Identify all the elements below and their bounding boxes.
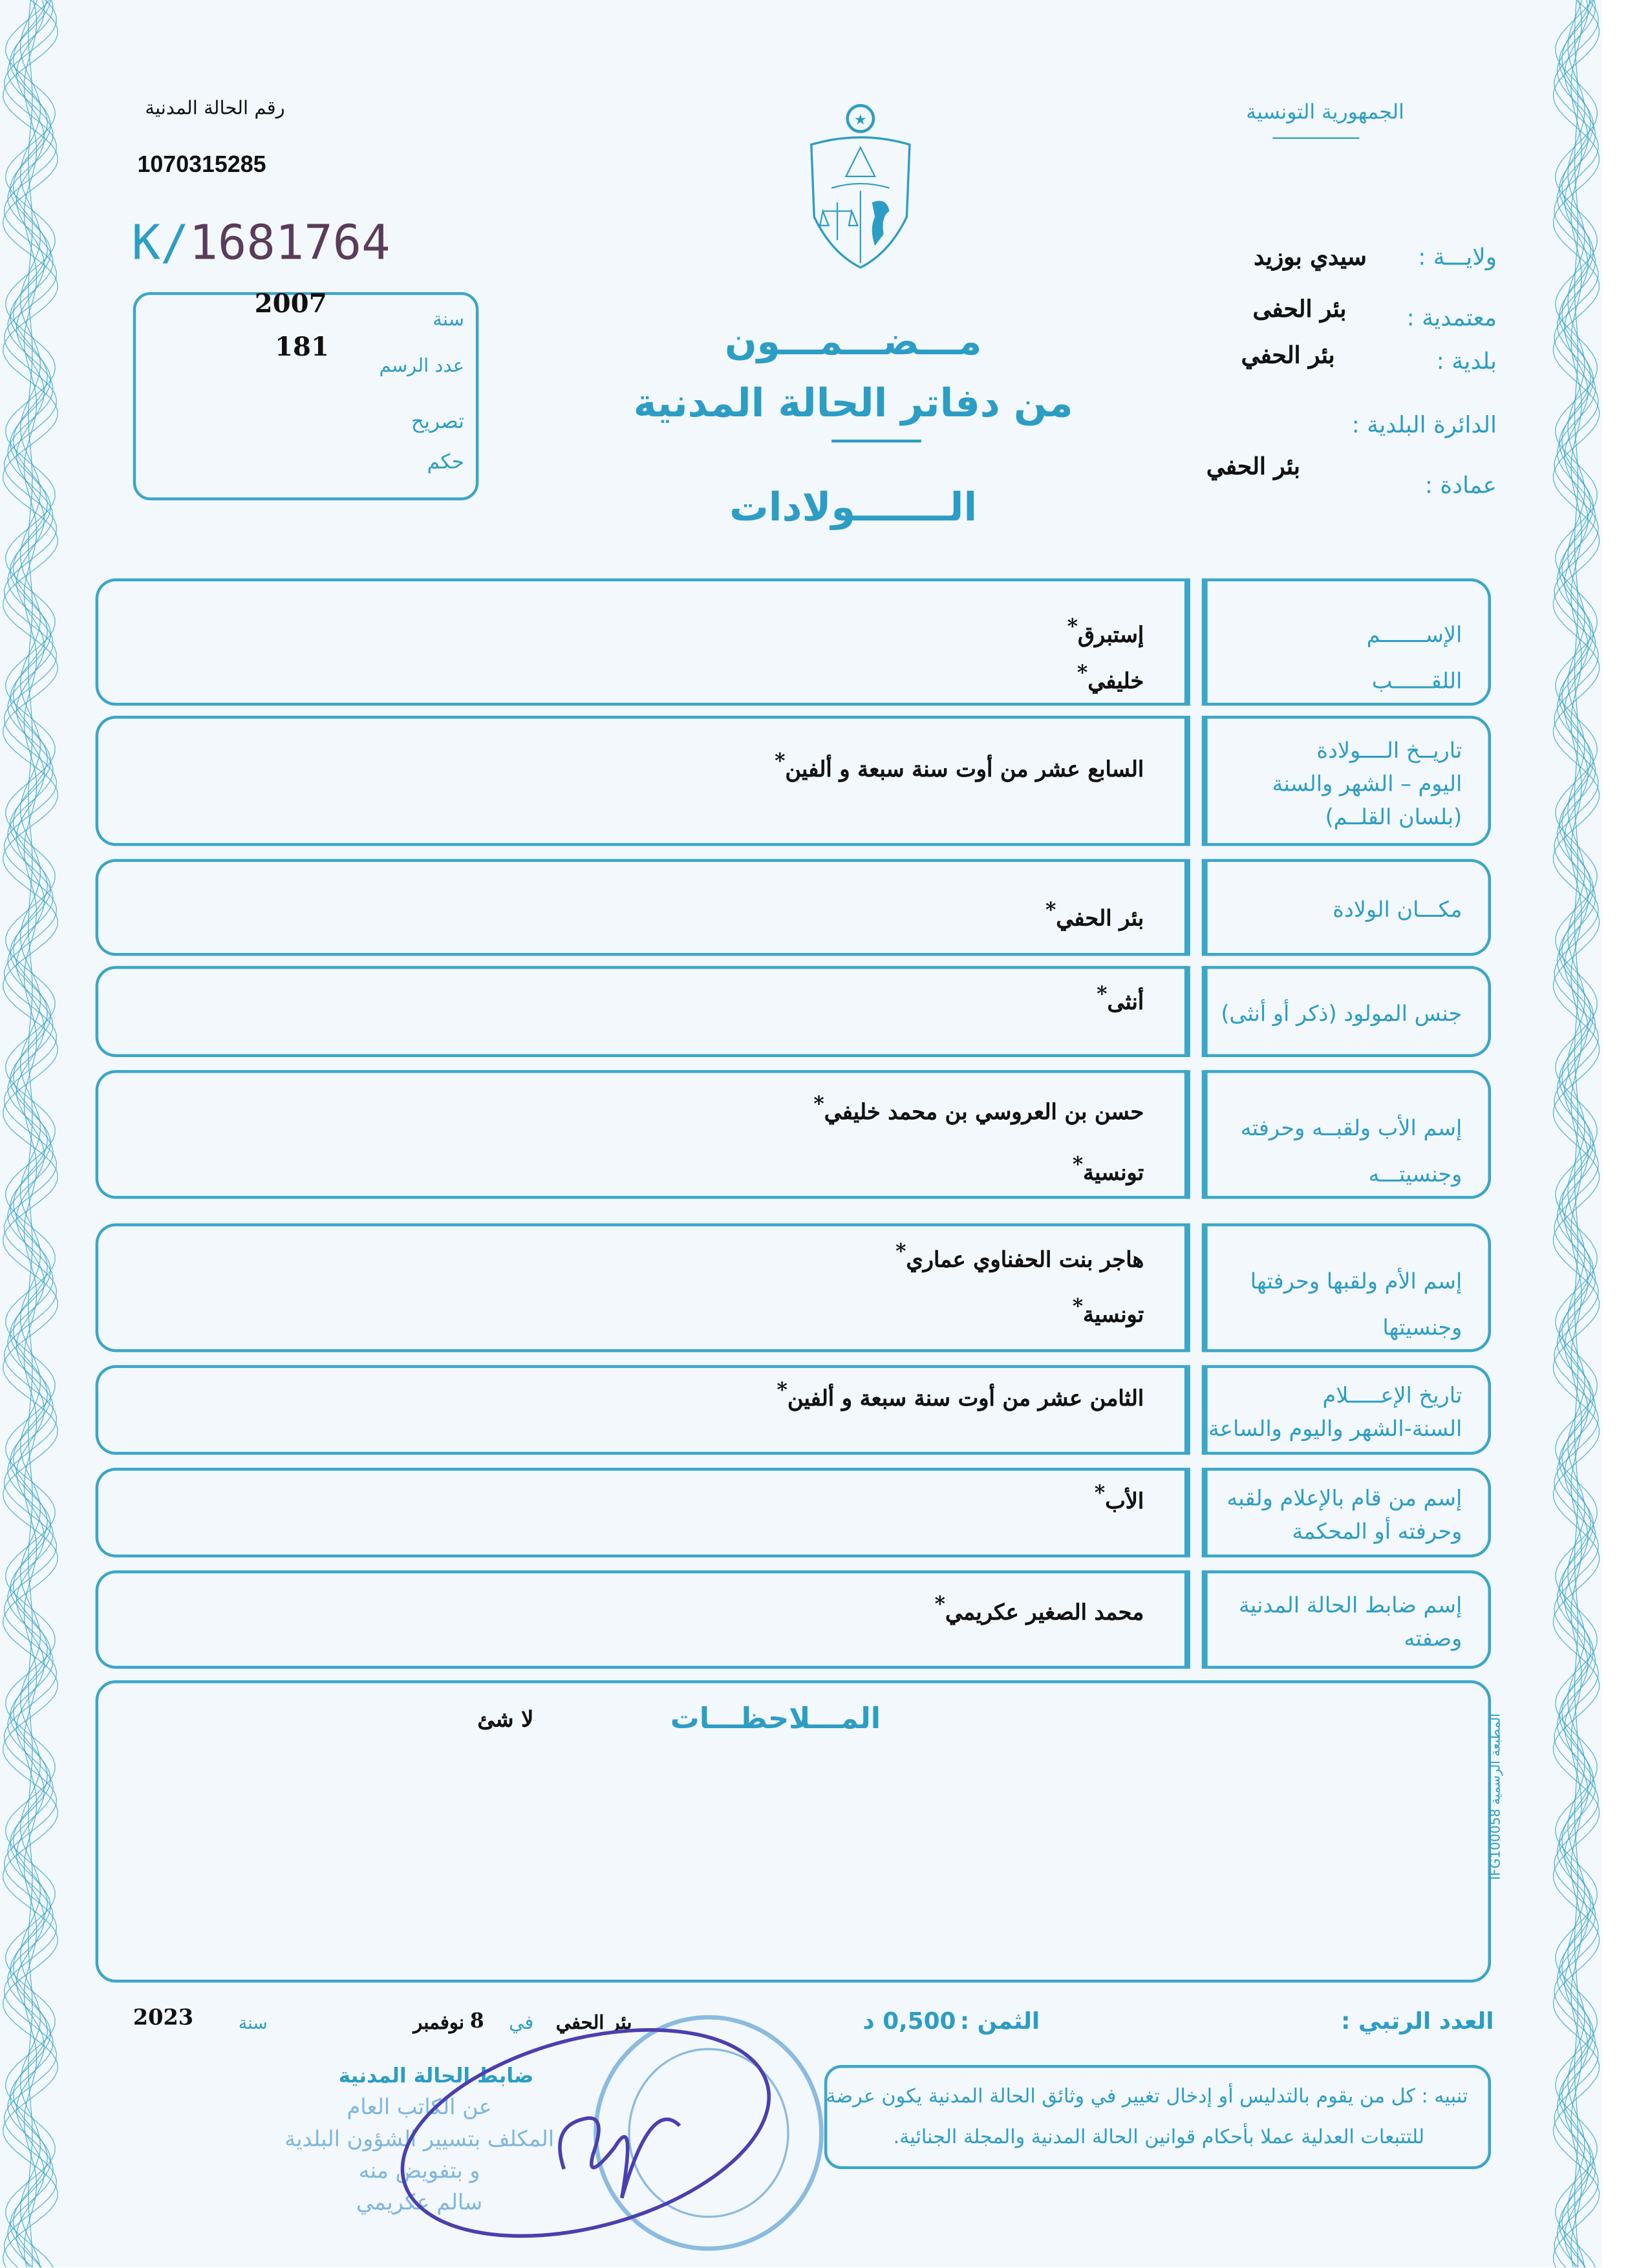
field-value-text: حسن بن العروسي بن محمد خليفي	[824, 1098, 1144, 1126]
record-number-label: عدد الرسم	[379, 356, 464, 378]
governorate-value: سيدي بوزيد	[1254, 242, 1367, 271]
municipality-label: بلدية :	[1436, 347, 1497, 375]
municipality-value: بئر الحفي	[1241, 341, 1335, 369]
field-value-box	[96, 966, 1190, 1057]
field-label: إسم ضابط الحالة المدنية	[1239, 1592, 1462, 1618]
title-line1: مـــضـــمـــون	[725, 321, 982, 365]
field-value	[1077, 662, 1144, 694]
asterisk-mark: *	[1077, 662, 1088, 686]
field-label-box	[1202, 716, 1491, 846]
field-value	[1073, 1154, 1144, 1186]
asterisk-mark: *	[775, 750, 786, 774]
field-label-box	[1202, 1570, 1491, 1669]
municipal-district-label: الدائرة البلدية :	[1351, 411, 1497, 438]
field-value-box	[96, 716, 1190, 846]
declaration-label: تصريح	[411, 411, 464, 434]
field-label: اللقــــــب	[1371, 668, 1462, 694]
remarks-box	[96, 1680, 1491, 1982]
field-value	[1097, 983, 1144, 1015]
issue-month: نوفمبر	[413, 2013, 464, 2035]
field-label: إسم الأب ولقبــه وحرفته	[1240, 1114, 1462, 1140]
republic-heading: الجمهورية التونسية	[1246, 101, 1404, 125]
civil-status-number: 1070315285	[137, 153, 266, 178]
field-label-box	[1202, 1365, 1491, 1455]
field-value-text: أنثى	[1107, 989, 1144, 1016]
field-label: السنة-الشهر واليوم والساعة	[1208, 1415, 1462, 1442]
field-label: تاريخ الإعـــــلام	[1322, 1382, 1462, 1409]
registry-box	[133, 289, 479, 500]
field-value-text: السابع عشر من أوت سنة سبعة و ألفين	[785, 756, 1144, 783]
field-label-box	[1202, 579, 1491, 706]
civil-status-number-label: رقم الحالة المدنية	[145, 98, 285, 120]
stamp-line: سالم عكريمي	[356, 2189, 483, 2216]
field-value	[1067, 616, 1144, 648]
field-value	[813, 1093, 1144, 1125]
guilloche-border-right	[1550, 0, 1603, 2267]
page-margin	[1602, 0, 1650, 2267]
asterisk-mark: *	[934, 1593, 945, 1617]
field-label-box	[1202, 1070, 1491, 1199]
field-value-text: محمد الصغير عكريمي	[945, 1599, 1144, 1626]
asterisk-mark: *	[1045, 899, 1056, 923]
field-label: إسم الأم ولقبها وحرفتها	[1250, 1267, 1462, 1294]
issue-place: بئر الحفي	[555, 2013, 632, 2035]
field-label-box	[1202, 859, 1491, 956]
field-value	[1045, 899, 1144, 931]
asterisk-mark: *	[813, 1093, 824, 1117]
price-label: الثمن :	[959, 2007, 1040, 2035]
price-value: 0,500 د	[862, 2007, 956, 2035]
officer-title: ضابط الحالة المدنية	[338, 2065, 534, 2088]
stamp-line: عن الكاتب العام	[347, 2093, 492, 2121]
issue-year: 2023	[133, 2004, 194, 2031]
remarks-value: لا شئ	[477, 1706, 534, 1733]
field-value-box	[96, 1223, 1190, 1352]
delegation-label: معتمدية :	[1406, 303, 1497, 332]
record-number: 181	[274, 332, 330, 363]
asterisk-mark: *	[1067, 615, 1078, 639]
field-value	[777, 1380, 1144, 1411]
serial-number	[132, 214, 391, 270]
field-value-text: تونسية	[1083, 1301, 1144, 1328]
field-label-box	[1202, 1468, 1491, 1557]
field-label: وجنسيتها	[1382, 1314, 1462, 1340]
asterisk-mark: *	[1094, 1482, 1106, 1506]
field-value-text: الأب	[1105, 1488, 1144, 1514]
governorate-label: ولايـــة :	[1418, 242, 1497, 271]
field-value-text: بئر الحفي	[1056, 905, 1144, 932]
field-value-box	[96, 1365, 1190, 1455]
field-label: وصفته	[1404, 1625, 1462, 1652]
stamp-line: المكلف بتسيير الشؤون البلدية	[284, 2125, 555, 2152]
field-value	[895, 1241, 1144, 1272]
guilloche-border-left	[0, 0, 61, 2267]
asterisk-mark: *	[1072, 1153, 1084, 1177]
serial-digits: 1681764	[189, 214, 391, 271]
warning-notice-box	[824, 2065, 1491, 2169]
field-value-text: إستبرق	[1078, 621, 1144, 648]
stamp-line: و بتفويض منه	[358, 2157, 480, 2184]
judgment-label: حكم	[427, 451, 464, 475]
asterisk-mark: *	[1097, 983, 1108, 1007]
field-value	[775, 751, 1144, 782]
warning-line2: للتتبعات العدلية عملا بأحكام قوانين الحالة المدنية والمجلة الجنائية.	[893, 2125, 1425, 2149]
serial-prefix: K/	[131, 214, 189, 271]
divider	[1272, 137, 1359, 138]
field-value-box	[96, 1570, 1190, 1669]
asterisk-mark: *	[1072, 1296, 1084, 1319]
registry-year-label: سنة	[433, 309, 464, 332]
field-value	[1073, 1296, 1144, 1327]
svg-text:★: ★	[853, 111, 867, 129]
field-label: اليوم – الشهر والسنة	[1272, 770, 1462, 797]
field-label: إسم من قام بالإعلام ولقبه	[1227, 1485, 1462, 1512]
field-value-box	[96, 859, 1190, 956]
field-label: جنس المولود (ذكر أو أنثى)	[1221, 1000, 1462, 1027]
field-label: الإســـــــم	[1366, 621, 1462, 648]
registry-year: 2007	[254, 289, 327, 320]
field-label: مكـــان الولادة	[1333, 896, 1462, 923]
asterisk-mark: *	[895, 1241, 906, 1264]
sector-label: عمادة :	[1424, 471, 1497, 499]
issue-day: 8	[469, 2010, 484, 2033]
field-label: تاريــخ الــــولادة	[1316, 736, 1462, 763]
title-line2: من دفاتر الحالة المدنية	[633, 381, 1073, 427]
issue-year-label: سنة	[238, 2013, 268, 2033]
asterisk-mark: *	[777, 1379, 788, 1403]
field-value-text: هاجر بنت الحفناوي عماري	[906, 1246, 1144, 1273]
seal-and-signature-icon	[332, 2010, 853, 2256]
serial-order-label: العدد الرتبي :	[1341, 2007, 1494, 2035]
field-value-box	[96, 1468, 1190, 1557]
printer-mark: المطبعة الرسمية IFG100058	[1489, 1713, 1505, 1880]
field-value-text: تونسية	[1083, 1159, 1144, 1186]
field-value-box	[96, 1070, 1190, 1199]
delegation-value: بئر الحفى	[1252, 295, 1347, 323]
warning-line1: تنبيه : كل من يقوم بالتدليس أو إدخال تغيير في وثائق الحالة المدنية يكون عرضة	[826, 2085, 1468, 2109]
field-value	[935, 1594, 1144, 1625]
field-value-text: الثامن عشر من أوت سنة سبعة و ألفين	[787, 1385, 1144, 1412]
remarks-label: المـــلاحظـــات	[670, 1700, 881, 1736]
field-label-box	[1202, 1223, 1491, 1352]
sector-value: بئر الحفي	[1206, 453, 1300, 480]
field-value-text: خليفي	[1088, 668, 1144, 694]
field-label-box	[1202, 966, 1491, 1057]
title-underline	[831, 440, 921, 442]
field-label: وجنسيتـــه	[1368, 1160, 1462, 1187]
title-line3: الـــــــولادات	[729, 486, 978, 531]
field-label: وحرفته أو المحكمة	[1292, 1518, 1462, 1545]
tunisia-coat-of-arms-icon	[802, 102, 918, 275]
field-value	[1095, 1482, 1144, 1514]
field-value-box	[96, 579, 1190, 706]
issue-in-label: في	[509, 2013, 534, 2035]
field-label: (بلسان القلــم)	[1325, 803, 1462, 829]
